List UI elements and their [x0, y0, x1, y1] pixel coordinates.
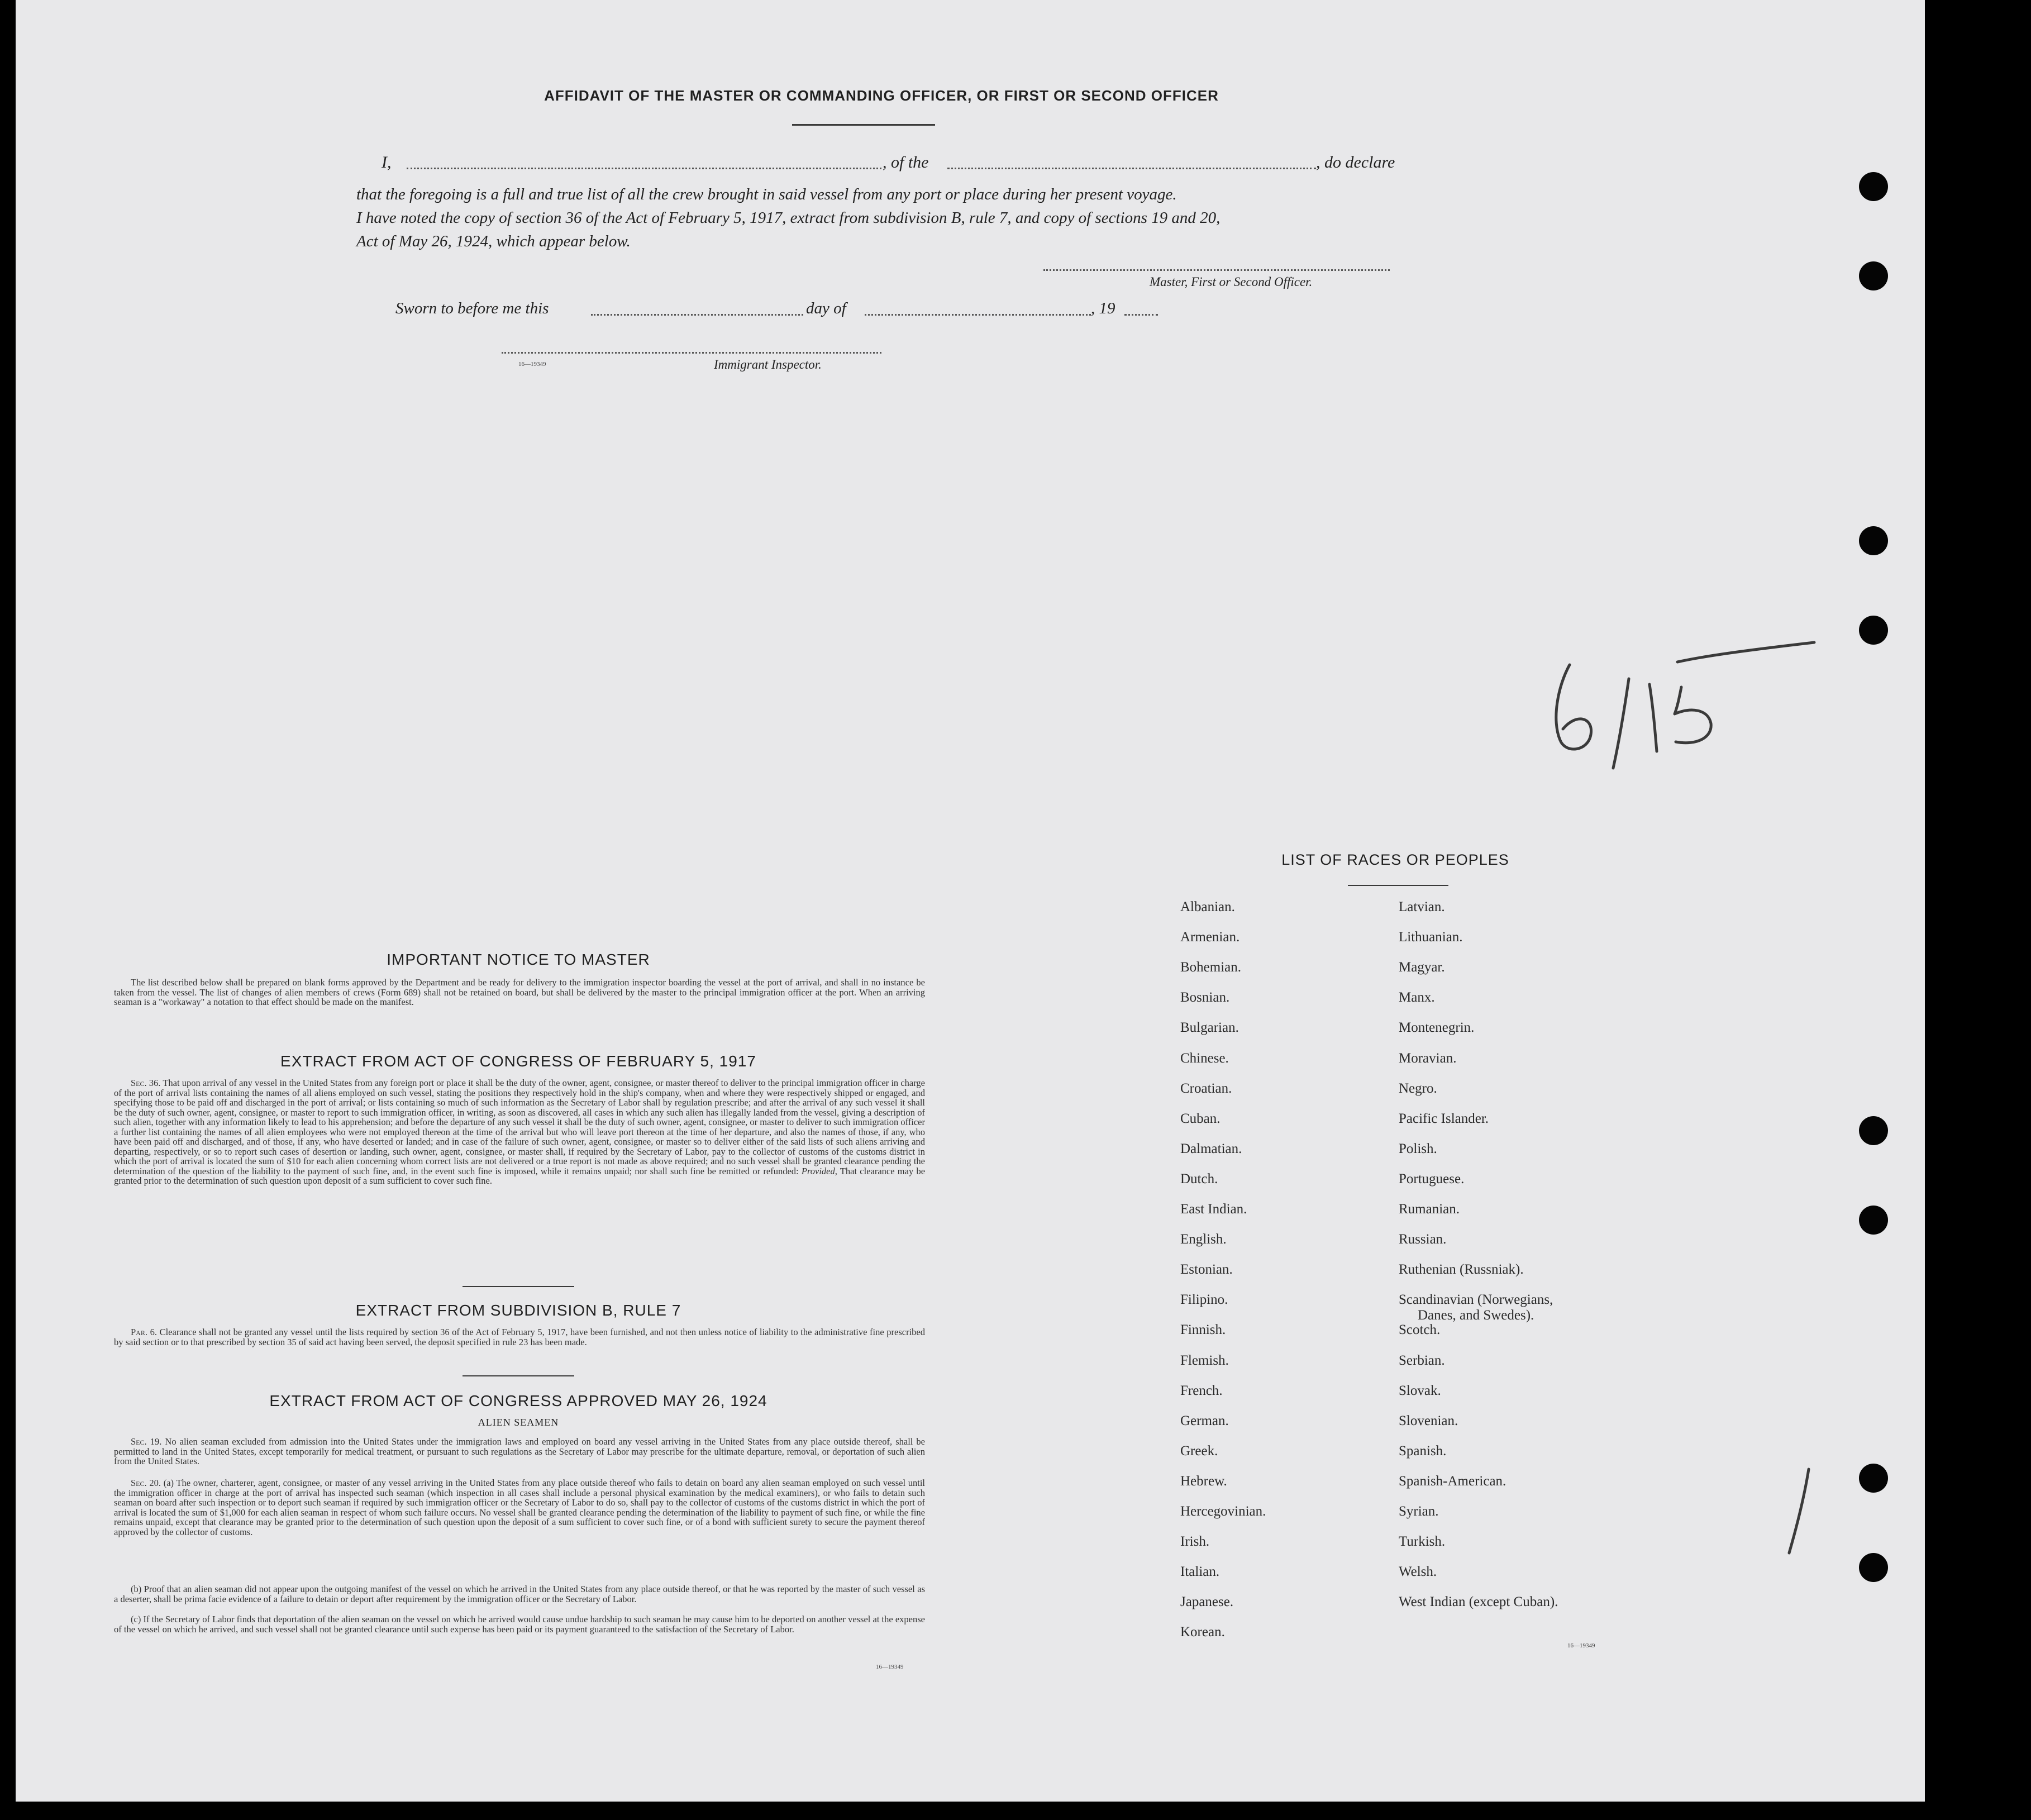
vessel-name-field[interactable]	[947, 168, 1316, 169]
divider	[1348, 885, 1448, 886]
section-20c-text: (c) If the Secretary of Labor finds that deportation of the alien seaman on the vessel on which he arrived would cause undue hardship to such seaman he may cause him to be deported on another vessel at the expense of the vessel on which he arrived, and such vessel shall not be granted clearance until such expense has been paid or its payment guaranteed to the satisfaction of the Secretary of Labor.	[114, 1614, 925, 1635]
section-36-text: That upon arrival of any vessel in the United States from any foreign port or place it shall be the duty of the owner, agent, consignee, or master thereof to deliver to the principal immigration officer in charge of the port of arrival lists containing the names of all aliens employed on such vessel, stating the positions they respectively hold in the ship's company, when and where they were respectively shipped or engaged, and specifying those to be paid off and discharged in the port of arrival; or lists containing so much of such information as the Secretary of Labor shall by regulation prescribe; and after the arrival of any such vessel it shall be the duty of such owner, agent, consignee, or master to report to such immigration officer, in writing, as soon as discovered, all cases in which any such alien has illegally landed from the vessel, giving a description of such alien, together with any information likely to lead to his apprehension; and before the departure of any such vessel it shall be the duty of such owner, agent, consignee, or master to deliver to such immigration officer a further list containing the names of all alien employees who were not employed thereon at the time of the arrival but who will leave port thereon at the time of her departure, and also the names of those, if any, who have been paid off and discharged, and of those, if any, who have deserted or landed; and in case of the failure of such owner, agent, consignee, or master so to deliver either of the said lists of such aliens arriving and departing, respectively, or so to report such cases of desertion or landing, such owner, agent, consignee, or master shall, if required by the Secretary of Labor, pay to the collector of customs of the customs district in which the port of arrival is located the sum of $10 for each alien concerning whom correct lists are not delivered or a true report is not made as above required; and no such vessel shall be granted clearance pending the determination of the question of the liability to the payment of such fine, and, in the event such fine is imposed, while it remains unpaid; nor shall such fine be remitted or refunded:	[114, 1078, 926, 1176]
race-item: Ruthenian (Russniak).	[1399, 1262, 1524, 1278]
sworn-prefix: Sworn to before me this	[395, 299, 549, 317]
race-item: Chinese.	[1180, 1050, 1229, 1066]
manifest-page	[16, 0, 1925, 1802]
sworn-month-field[interactable]	[865, 314, 1091, 316]
race-item: West Indian (except Cuban).	[1399, 1594, 1558, 1610]
punch-hole	[1859, 1464, 1888, 1493]
race-item: Bulgarian.	[1180, 1020, 1239, 1036]
paragraph-label: Par. 6.	[131, 1327, 157, 1337]
sec19-text: No alien seaman excluded from admission into the United States under the immigration laws and employed on board any vessel arriving in the United States from any place outside thereof, shall be permitted to land in the United States, except temporarily for medical treatment, or pursuant to such regulations as the Secretary of Labor may prescribe for the ultimate departure, removal, or deportation of such alien from the United States.	[114, 1436, 926, 1466]
race-item-continued: Danes, and Swedes).	[1418, 1308, 1534, 1323]
extract-1924-title: EXTRACT FROM ACT OF CONGRESS APPROVED MAY 26, 1924	[269, 1392, 767, 1409]
form-number: 16—19349	[518, 361, 546, 368]
race-item: Finnish.	[1180, 1322, 1226, 1338]
inspector-label: Immigrant Inspector.	[714, 358, 822, 371]
race-item: Scotch.	[1399, 1322, 1441, 1338]
race-item: Polish.	[1399, 1141, 1437, 1156]
race-item: Moravian.	[1399, 1050, 1457, 1066]
section-36-text-end: That clearance may be granted prior to the determination of such question upon deposit of a sum sufficient to cover such fine.	[114, 1165, 926, 1186]
race-item: Irish.	[1180, 1534, 1210, 1550]
race-item: Russian.	[1399, 1232, 1447, 1247]
divider	[463, 1286, 574, 1287]
race-item: East Indian.	[1180, 1202, 1247, 1217]
form-number: 16—19349	[876, 1664, 904, 1670]
punch-hole	[1859, 1553, 1888, 1582]
race-item: Lithuanian.	[1399, 930, 1463, 945]
race-item: Japanese.	[1180, 1594, 1234, 1610]
punch-hole	[1859, 261, 1888, 290]
race-item: Korean.	[1180, 1624, 1225, 1640]
race-item: Croatian.	[1180, 1080, 1232, 1096]
declarant-name-field[interactable]	[407, 168, 881, 169]
section-20a-text	[114, 1478, 925, 1537]
race-item: Greek.	[1180, 1443, 1218, 1459]
affidavit-line-3: I have noted the copy of section 36 of the Act of February 5, 1917, extract from subdivision B, rule 7, and copy of sections 19 and 20,	[356, 209, 1220, 227]
race-item: Dutch.	[1180, 1171, 1218, 1187]
race-item: Flemish.	[1180, 1352, 1229, 1368]
race-item: Spanish-American.	[1399, 1473, 1506, 1489]
race-item: Magyar.	[1399, 960, 1445, 975]
affidavit-title: AFFIDAVIT OF THE MASTER OR COMMANDING OFFICER, OR FIRST OR SECOND OFFICER	[544, 87, 1219, 104]
punch-hole	[1859, 616, 1888, 645]
race-item: Syrian.	[1399, 1504, 1439, 1519]
handwritten-date-note	[1535, 626, 1825, 776]
notice-text: The list described below shall be prepared on blank forms approved by the Department and be ready for delivery to the immigration inspector boarding the vessel at the port of arrival, and shall in no instance be taken from the vessel. The list of changes of alien members of crews (Form 689) shall not be retained on board, but shall be delivered by the master to the principal immigration officer at the port. When an arriving seaman is a "workaway" a notation to that effect should be made on the manifest.	[114, 977, 925, 1007]
race-item: Hercegovinian.	[1180, 1504, 1266, 1519]
race-item: Pacific Islander.	[1399, 1111, 1489, 1126]
section-20b-text: (b) Proof that an alien seaman did not appear upon the outgoing manifest of the vessel on which he arrived in the United States from any place outside thereof, or that he was reported by the master of such vessel as a deserter, shall be prima facie evidence of a failure to detain or deport after requirement by the immigration officer or the Secretary of Labor.	[114, 1584, 925, 1604]
race-item: Scandinavian (Norwegians,	[1399, 1292, 1553, 1308]
section-label: Sec. 20.	[131, 1478, 161, 1488]
race-item: Cuban.	[1180, 1111, 1220, 1126]
race-item: Filipino.	[1180, 1292, 1228, 1308]
section-label: Sec. 19.	[131, 1436, 162, 1447]
affidavit-declare: , do declare	[1316, 153, 1395, 171]
race-item: Hebrew.	[1180, 1473, 1227, 1489]
race-item: Bosnian.	[1180, 990, 1230, 1006]
race-item: German.	[1180, 1413, 1229, 1428]
race-item: Italian.	[1180, 1564, 1220, 1580]
race-item: Turkish.	[1399, 1534, 1446, 1550]
notice-title: IMPORTANT NOTICE TO MASTER	[387, 951, 650, 968]
race-item: Armenian.	[1180, 930, 1240, 945]
affidavit-line-2: that the foregoing is a full and true list of all the crew brought in said vessel from any port or place during her present voyage.	[356, 185, 1177, 203]
race-item: Rumanian.	[1399, 1202, 1460, 1217]
form-number: 16—19349	[1567, 1642, 1595, 1649]
race-item: Albanian.	[1180, 899, 1235, 914]
section-19-text	[114, 1437, 925, 1466]
sworn-year: , 19	[1091, 299, 1115, 317]
affidavit-i: I,	[382, 153, 392, 171]
race-item: Spanish.	[1399, 1443, 1447, 1459]
punch-hole	[1859, 526, 1888, 555]
punch-hole	[1859, 172, 1888, 201]
races-title: LIST OF RACES OR PEOPLES	[1281, 851, 1509, 868]
provided-word: Provided,	[801, 1165, 837, 1176]
race-item: Negro.	[1399, 1080, 1437, 1096]
race-item: French.	[1180, 1383, 1223, 1398]
race-item: Latvian.	[1399, 899, 1445, 914]
race-item: Bohemian.	[1180, 960, 1242, 975]
race-item: Dalmatian.	[1180, 1141, 1242, 1156]
section-label: Sec. 36.	[131, 1078, 161, 1088]
race-item: Portuguese.	[1399, 1171, 1465, 1187]
divider	[792, 124, 935, 126]
affidavit-line-4: Act of May 26, 1924, which appear below.	[356, 232, 631, 250]
sworn-day-field[interactable]	[591, 314, 803, 316]
race-item: Slovenian.	[1399, 1413, 1458, 1428]
master-label: Master, First or Second Officer.	[1150, 275, 1313, 289]
race-item: Serbian.	[1399, 1352, 1445, 1368]
alien-seamen-subtitle: ALIEN SEAMEN	[478, 1417, 559, 1428]
punch-hole	[1859, 1116, 1888, 1145]
punch-hole	[1859, 1206, 1888, 1235]
sworn-day-of: day of	[806, 299, 846, 317]
master-signature-field[interactable]	[1043, 269, 1390, 271]
race-item: English.	[1180, 1232, 1227, 1247]
sworn-year-field[interactable]	[1124, 314, 1158, 316]
extract-1917-title: EXTRACT FROM ACT OF CONGRESS OF FEBRUARY 5, 1917	[280, 1052, 756, 1070]
sec20a-text: (a) The owner, charterer, agent, consignee, or master of any vessel arriving in the United States from any place outside thereof who fails to detain on board any alien seaman employed on such vessel until the immigration officer in charge at the port of arrival has inspected such seaman (which inspection in all cases shall include a personal physical examination by the medical examiners), or who fails to detain such seaman on board after such inspection or to deport such seaman if required by such immigration officer or the Secretary of Labor to do so, shall pay to the collector of customs of the customs district in which the port of arrival is located the sum of $1,000 for each alien seaman in respect of whom such failure occurs. No vessel shall be granted clearance pending the determination of the liability to payment of such fine, or while the fine remains unpaid, except that clearance may be granted prior to the determination of such question upon the deposit of a sum sufficient to cover such fine, or of a bond with sufficient surety to secure the payment thereof approved by the collector of customs.	[114, 1478, 926, 1537]
extract-rule7-title: EXTRACT FROM SUBDIVISION B, RULE 7	[355, 1302, 681, 1319]
race-item: Manx.	[1399, 990, 1435, 1006]
rule7-text: Clearance shall not be granted any vessel until the lists required by section 36 of the Act of February 5, 1917, have been furnished, and not then unless notice of liability to the administrative fine prescribed by said section or to that prescribed by section 35 of said act having been served, the deposit specified in rule 23 has been made.	[114, 1327, 925, 1347]
extract-rule7-text	[114, 1327, 925, 1347]
divider	[463, 1375, 574, 1376]
extract-1917-text	[114, 1078, 925, 1186]
affidavit-of-the: , of the	[883, 153, 929, 171]
inspector-signature-field[interactable]	[502, 352, 881, 354]
race-item: Montenegrin.	[1399, 1020, 1475, 1036]
race-item: Estonian.	[1180, 1262, 1233, 1278]
race-item: Slovak.	[1399, 1383, 1441, 1398]
race-item: Welsh.	[1399, 1564, 1437, 1580]
handwritten-page-mark	[1775, 1464, 1825, 1559]
